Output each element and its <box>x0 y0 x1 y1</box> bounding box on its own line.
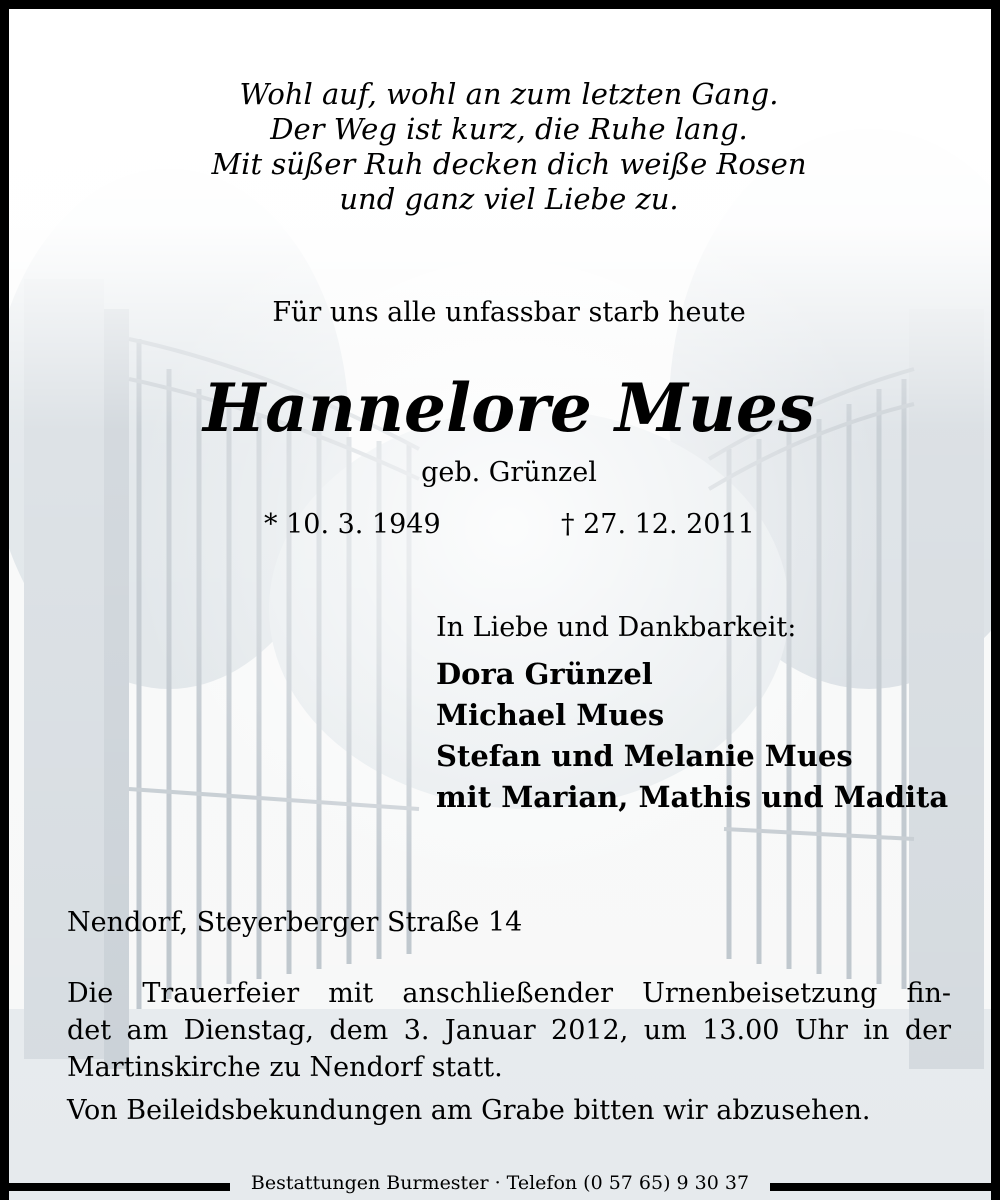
poem <box>109 77 909 217</box>
address: Nendorf, Steyerberger Straße 14 <box>67 907 523 938</box>
mourner-name: mit Marian, Mathis und Madita <box>436 780 949 814</box>
funeral-home-contact: Bestattungen Burmester · Telefon (0 57 65) 9 30 37 <box>250 1172 750 1194</box>
poem-line: und ganz viel Liebe zu. <box>339 182 679 216</box>
service-line: Die Trauerfeier mit anschließender Urnenbeisetzung fin- <box>67 978 951 1009</box>
condolence-note: Von Beileidsbekundungen am Grabe bitten wir abzusehen. <box>67 1095 871 1126</box>
funeral-service-text <box>67 975 951 1086</box>
intro-text: Für uns alle unfassbar starb heute <box>272 297 746 328</box>
obituary-content <box>9 9 1000 1200</box>
mourner-name: Stefan und Melanie Mues <box>436 739 853 773</box>
maiden-name: geb. Grünzel <box>421 457 597 488</box>
poem-line: Der Weg ist kurz, die Ruhe lang. <box>270 112 748 146</box>
footer-bar-left <box>9 1183 230 1191</box>
poem-line: Wohl auf, wohl an zum letzten Gang. <box>239 77 779 111</box>
deceased-name: Hannelore Mues <box>202 369 816 447</box>
service-line: det am Dienstag, dem 3. Januar 2012, um 13.00 Uhr in der <box>67 1015 951 1046</box>
birth-date: * 10. 3. 1949 <box>264 509 441 540</box>
poem-line: Mit süßer Ruh decken dich weiße Rosen <box>211 147 807 181</box>
mourner-name: Michael Mues <box>436 698 665 732</box>
footer <box>0 1170 1000 1200</box>
mourners-heading: In Liebe und Dankbarkeit: <box>436 612 797 643</box>
service-line: Martinskirche zu Nendorf statt. <box>67 1052 503 1083</box>
footer-bar-right <box>770 1183 991 1191</box>
mourner-name: Dora Grünzel <box>436 657 653 691</box>
death-date: † 27. 12. 2011 <box>561 509 755 540</box>
mourners-list <box>436 654 948 818</box>
